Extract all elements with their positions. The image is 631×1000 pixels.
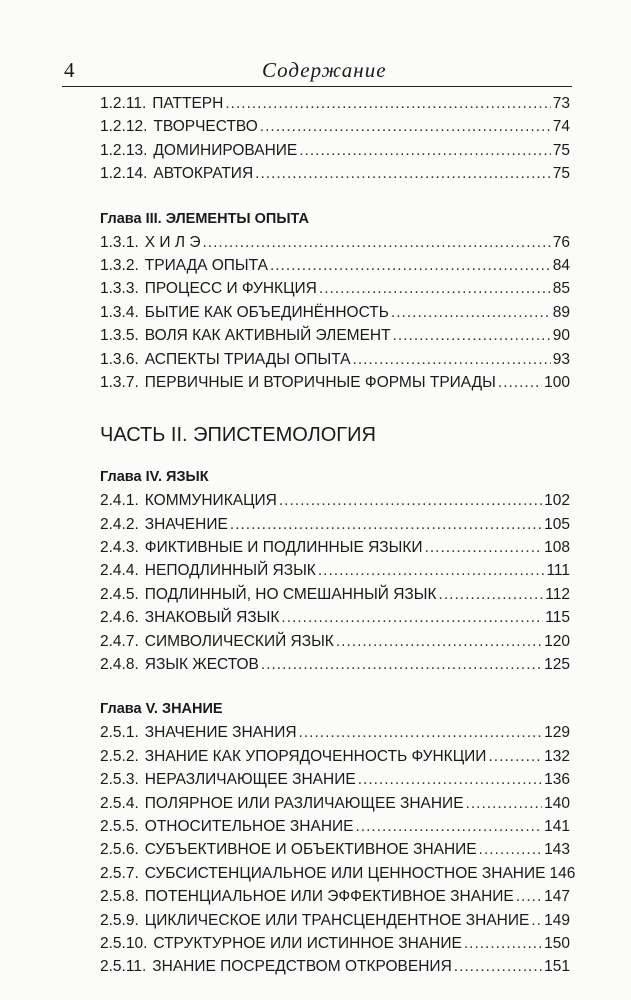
table-of-contents xyxy=(100,92,576,979)
dot-leader xyxy=(466,792,543,815)
toc-entry[interactable] xyxy=(100,745,570,768)
toc-entry-title: ФИКТИВНЫЕ И ПОДЛИННЫЕ ЯЗЫКИ xyxy=(144,539,423,557)
toc-entry[interactable] xyxy=(100,768,570,791)
toc-entry-title: НЕРАЗЛИЧАЮЩЕЕ ЗНАНИЕ xyxy=(144,771,356,789)
dot-leader xyxy=(203,231,551,254)
toc-entry-title: СУБСИСТЕНЦИАЛЬНОЕ ИЛИ ЦЕННОСТНОЕ ЗНАНИЕ xyxy=(144,864,546,882)
toc-entry-page: 75 xyxy=(552,165,570,183)
toc-entry[interactable] xyxy=(100,489,570,512)
toc-entry[interactable] xyxy=(100,162,570,185)
dot-leader xyxy=(439,583,544,606)
toc-entry[interactable] xyxy=(100,630,570,653)
toc-entry[interactable] xyxy=(100,838,570,861)
dot-leader xyxy=(425,536,543,559)
dot-leader xyxy=(260,115,551,138)
dot-leader xyxy=(255,162,551,185)
toc-entry-number: 2.5.9. xyxy=(100,911,139,929)
toc-entry[interactable] xyxy=(100,254,570,277)
part-heading: ЧАСТЬ II. ЭПИСТЕМОЛОГИЯ xyxy=(100,424,376,447)
dot-leader xyxy=(318,559,545,582)
toc-entry[interactable] xyxy=(100,955,570,978)
toc-entry-page: 73 xyxy=(552,95,570,112)
dot-leader xyxy=(336,630,542,653)
toc-entry-number: 1.3.5. xyxy=(100,327,139,345)
toc-entry-title: ЗНАНИЕ ПОСРЕДСТВОМ ОТКРОВЕНИЯ xyxy=(152,958,452,976)
toc-entry[interactable] xyxy=(100,231,570,254)
toc-entry-page: 90 xyxy=(552,327,570,345)
toc-entry-number: 2.5.6. xyxy=(100,841,139,859)
toc-group-chapter2-continued xyxy=(100,92,570,186)
toc-entry-title: ПЕРВИЧНЫЕ И ВТОРИЧНЫЕ ФОРМЫ ТРИАДЫ xyxy=(144,373,496,391)
toc-entry-page: 89 xyxy=(552,303,570,321)
toc-group-chapter5 xyxy=(100,721,576,978)
toc-entry-page: 85 xyxy=(552,280,570,298)
toc-entry-page: 102 xyxy=(544,492,570,510)
chapter-title: ЭЛЕМЕНТЫ ОПЫТА xyxy=(165,210,309,227)
dot-leader xyxy=(498,371,542,394)
dot-leader xyxy=(319,277,551,300)
toc-entry-page: 112 xyxy=(545,585,570,603)
toc-entry[interactable] xyxy=(100,885,570,908)
dot-leader xyxy=(279,489,542,512)
chapter-heading xyxy=(100,208,570,231)
toc-entry-number: 1.2.12. xyxy=(100,118,148,136)
dot-leader xyxy=(516,885,542,908)
toc-entry-number: 2.5.8. xyxy=(100,888,139,906)
chapter-label: Глава IV. xyxy=(100,469,162,486)
dot-leader xyxy=(281,606,543,629)
toc-entry-page: 136 xyxy=(544,771,570,789)
toc-entry[interactable] xyxy=(100,792,570,815)
toc-entry-number: 2.4.7. xyxy=(100,632,139,650)
dot-leader xyxy=(464,932,542,955)
toc-entry-page: 75 xyxy=(552,141,570,159)
toc-entry-title: ДОМИНИРОВАНИЕ xyxy=(153,141,298,159)
toc-entry-page: 105 xyxy=(544,515,570,533)
toc-entry-page: 151 xyxy=(544,958,570,976)
dot-leader xyxy=(270,254,551,277)
dot-leader xyxy=(261,653,542,676)
toc-entry[interactable] xyxy=(100,324,570,347)
toc-entry-page: 125 xyxy=(544,656,570,674)
dot-leader xyxy=(299,139,551,162)
toc-entry-number: 1.3.3. xyxy=(100,280,139,298)
chapter-label: Глава III. xyxy=(100,210,162,227)
toc-entry[interactable] xyxy=(100,513,570,536)
toc-entry[interactable] xyxy=(100,583,570,606)
toc-entry[interactable] xyxy=(100,371,570,394)
dot-leader xyxy=(393,324,551,347)
toc-entry[interactable] xyxy=(100,862,576,885)
toc-entry[interactable] xyxy=(100,559,570,582)
toc-entry-number: 2.4.5. xyxy=(100,585,139,603)
toc-entry-number: 1.3.6. xyxy=(100,350,139,368)
toc-entry-number: 2.4.6. xyxy=(100,609,139,627)
toc-entry-number: 1.3.7. xyxy=(100,373,139,391)
toc-entry-number: 2.5.5. xyxy=(100,817,139,835)
toc-entry-title: ЗНАКОВЫЙ ЯЗЫК xyxy=(144,609,280,627)
toc-entry-page: 74 xyxy=(552,118,570,136)
toc-entry-title: ЗНАЧЕНИЕ ЗНАНИЯ xyxy=(144,724,297,742)
toc-entry-title: Х И Л Э xyxy=(144,233,201,251)
toc-entry-number: 1.2.11. xyxy=(100,95,147,112)
toc-entry[interactable] xyxy=(100,277,570,300)
toc-entry-page: 146 xyxy=(549,864,576,882)
toc-entry-title: ЗНАНИЕ КАК УПОРЯДОЧЕННОСТЬ ФУНКЦИИ xyxy=(144,747,487,765)
toc-entry-page: 120 xyxy=(544,632,570,650)
toc-entry-page: 84 xyxy=(552,256,570,274)
toc-entry-title: СУБЪЕКТИВНОЕ И ОБЪЕКТИВНОЕ ЗНАНИЕ xyxy=(144,841,477,859)
toc-entry-page: 93 xyxy=(552,350,570,368)
toc-entry[interactable] xyxy=(100,92,570,115)
toc-entry-number: 2.5.4. xyxy=(100,794,139,812)
toc-entry-page: 115 xyxy=(545,609,570,627)
toc-group-chapter3 xyxy=(100,231,570,395)
toc-entry-page: 100 xyxy=(544,373,570,391)
toc-entry-title: ТВОРЧЕСТВО xyxy=(153,118,258,136)
toc-entry-title: ЗНАЧЕНИЕ xyxy=(144,515,228,533)
toc-entry-page: 76 xyxy=(552,233,570,251)
toc-entry[interactable] xyxy=(100,301,570,324)
toc-entry-title: ВОЛЯ КАК АКТИВНЫЙ ЭЛЕМЕНТ xyxy=(144,327,391,345)
toc-entry[interactable] xyxy=(100,909,570,932)
toc-entry-number: 2.5.11. xyxy=(100,958,147,976)
dot-leader xyxy=(454,955,542,978)
toc-entry-title: ТРИАДА ОПЫТА xyxy=(144,256,268,274)
dot-leader xyxy=(531,909,542,932)
toc-entry[interactable] xyxy=(100,139,570,162)
toc-entry-number: 2.4.2. xyxy=(100,515,139,533)
dot-leader xyxy=(353,348,551,371)
dot-leader xyxy=(488,745,542,768)
dot-leader xyxy=(230,513,542,536)
toc-entry-page: 111 xyxy=(546,562,570,580)
chapter-title: ЯЗЫК xyxy=(166,469,209,486)
dot-leader xyxy=(225,92,550,115)
toc-entry-title: АВТОКРАТИЯ xyxy=(153,165,254,183)
toc-entry[interactable] xyxy=(100,115,570,138)
toc-entry-title: СИМВОЛИЧЕСКИЙ ЯЗЫК xyxy=(144,632,334,650)
toc-entry-number: 2.5.3. xyxy=(100,771,139,789)
toc-entry-title: ПОТЕНЦИАЛЬНОЕ ИЛИ ЭФФЕКТИВНОЕ ЗНАНИЕ xyxy=(144,888,514,906)
toc-entry[interactable] xyxy=(100,721,570,744)
chapter-label: Глава V. xyxy=(100,701,158,718)
dot-leader xyxy=(356,815,543,838)
toc-entry[interactable] xyxy=(100,606,570,629)
toc-entry-title: КОММУНИКАЦИЯ xyxy=(144,492,277,510)
dot-leader xyxy=(299,721,543,744)
page-header xyxy=(62,56,572,87)
toc-entry-number: 1.3.2. xyxy=(100,256,139,274)
toc-entry-number: 2.5.7. xyxy=(100,864,139,882)
toc-entry-page: 147 xyxy=(544,888,570,906)
toc-entry-title: АСПЕКТЫ ТРИАДЫ ОПЫТА xyxy=(144,350,351,368)
dot-leader xyxy=(391,301,551,324)
toc-group-chapter4 xyxy=(100,489,570,676)
toc-entry-number: 1.2.13. xyxy=(100,141,148,159)
toc-entry-page: 132 xyxy=(544,747,570,765)
toc-entry-page: 143 xyxy=(544,841,570,859)
toc-entry-title: НЕПОДЛИННЫЙ ЯЗЫК xyxy=(144,562,316,580)
toc-entry-page: 141 xyxy=(544,817,570,835)
toc-entry-title: ПРОЦЕСС И ФУНКЦИЯ xyxy=(144,280,317,298)
toc-entry-title: ПОДЛИННЫЙ, НО СМЕШАННЫЙ ЯЗЫК xyxy=(144,585,437,603)
toc-entry-page: 149 xyxy=(544,911,570,929)
toc-entry-number: 2.5.10. xyxy=(100,934,148,952)
toc-entry-title: ЦИКЛИЧЕСКОЕ ИЛИ ТРАНСЦЕНДЕНТНОЕ ЗНАНИЕ xyxy=(144,911,530,929)
toc-entry-page: 150 xyxy=(544,934,570,952)
toc-entry-title: ЯЗЫК ЖЕСТОВ xyxy=(144,656,259,674)
dot-leader xyxy=(358,768,542,791)
toc-entry[interactable] xyxy=(100,536,570,559)
toc-entry-page: 129 xyxy=(544,724,570,742)
toc-entry-title: ПОЛЯРНОЕ ИЛИ РАЗЛИЧАЮЩЕЕ ЗНАНИЕ xyxy=(144,794,464,812)
toc-entry[interactable] xyxy=(100,815,570,838)
page-number: 4 xyxy=(64,58,75,82)
toc-entry-number: 2.4.4. xyxy=(100,562,139,580)
running-title: Содержание xyxy=(262,58,387,82)
toc-entry-number: 2.5.1. xyxy=(100,724,139,742)
toc-entry-number: 2.4.8. xyxy=(100,656,139,674)
toc-entry-number: 2.4.3. xyxy=(100,539,139,557)
toc-entry-number: 2.4.1. xyxy=(100,492,139,510)
toc-entry-title: ПАТТЕРН xyxy=(152,95,224,112)
toc-entry[interactable] xyxy=(100,348,570,371)
chapter-heading xyxy=(100,698,570,721)
chapter-heading xyxy=(100,466,570,489)
toc-entry[interactable] xyxy=(100,653,570,676)
toc-entry-number: 1.3.4. xyxy=(100,303,139,321)
toc-entry[interactable] xyxy=(100,932,570,955)
toc-entry-title: БЫТИЕ КАК ОБЪЕДИНЁННОСТЬ xyxy=(144,303,389,321)
toc-entry-number: 1.2.14. xyxy=(100,165,148,183)
toc-entry-number: 2.5.2. xyxy=(100,747,139,765)
toc-entry-page: 108 xyxy=(544,539,570,557)
toc-entry-title: СТРУКТУРНОЕ ИЛИ ИСТИННОЕ ЗНАНИЕ xyxy=(153,934,462,952)
toc-entry-page: 140 xyxy=(544,794,570,812)
toc-entry-title: ОТНОСИТЕЛЬНОЕ ЗНАНИЕ xyxy=(144,817,354,835)
dot-leader xyxy=(479,838,542,861)
toc-entry-number: 1.3.1. xyxy=(100,233,139,251)
chapter-title: ЗНАНИЕ xyxy=(162,701,223,718)
